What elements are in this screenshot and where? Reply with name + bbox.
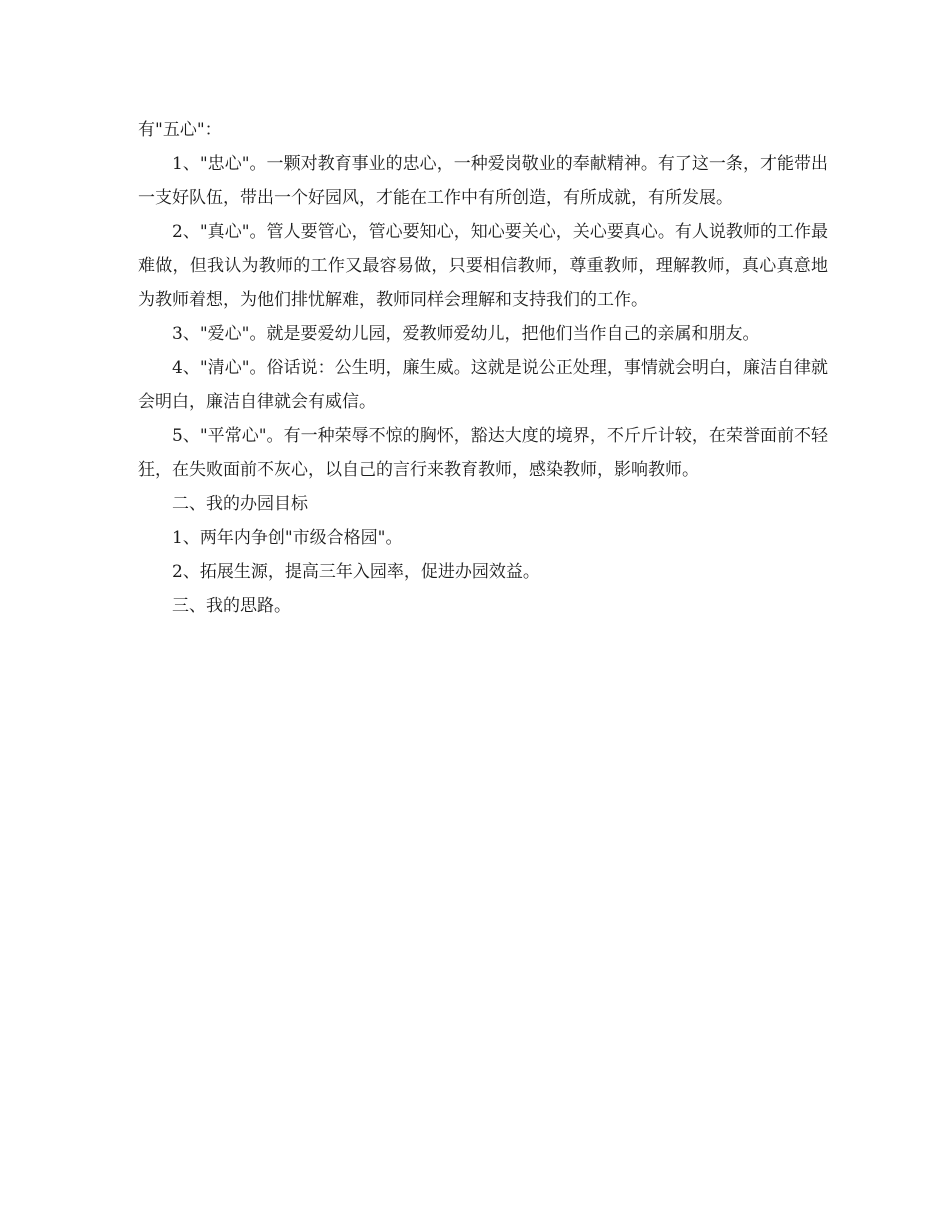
section-heading-goals: 二、我的办园目标	[172, 494, 308, 514]
paragraph-love: 3、"爱心"。就是要爱幼儿园，爱教师爱幼儿，把他们当作自己的亲属和朋友。	[172, 324, 760, 344]
section-heading-approach: 三、我的思路。	[172, 596, 291, 616]
document-body	[138, 113, 828, 623]
paragraph-loyalty: 1、"忠心"。一颗对教育事业的忠心，一种爱岗敬业的奉献精神。有了这一条，才能带出一支好队伍，带出一个好园风，才能在工作中有所创造，有所成就，有所发展。	[138, 154, 828, 208]
goal-item-1: 1、两年内争创"市级合格园"。	[172, 528, 403, 548]
paragraph-intro: 有"五心"：	[138, 120, 222, 140]
paragraph-sincerity: 2、"真心"。管人要管心，管心要知心，知心要关心，关心要真心。有人说教师的工作最难做，但我认为教师的工作又最容易做，只要相信教师，尊重教师，理解教师，真心真意地为教师着想，为他们排忧解难，教师同样会理解和支持我们的工作。	[138, 222, 828, 310]
paragraph-integrity: 4、"清心"。俗话说：公生明，廉生威。这就是说公正处理，事情就会明白，廉洁自律就会明白，廉洁自律就会有威信。	[138, 358, 828, 412]
goal-item-2: 2、拓展生源，提高三年入园率，促进办园效益。	[172, 562, 540, 582]
paragraph-equanimity: 5、"平常心"。有一种荣辱不惊的胸怀，豁达大度的境界，不斤斤计较，在荣誉面前不轻狂，在失败面前不灰心，以自己的言行来教育教师，感染教师，影响教师。	[138, 426, 828, 480]
